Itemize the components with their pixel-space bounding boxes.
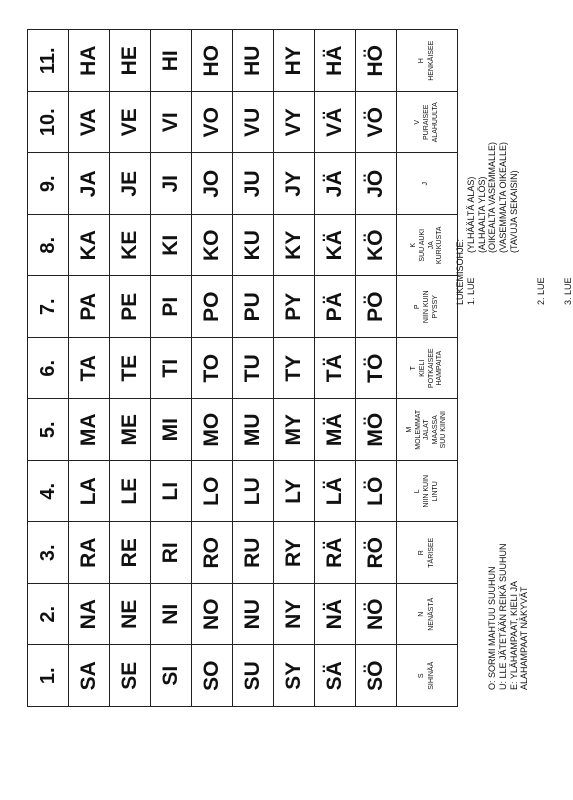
syllable-cell: TA (69, 338, 110, 400)
syllable-cell: JY (274, 153, 315, 215)
syllable-cell: VU (233, 92, 274, 154)
syllable-cell: KU (233, 215, 274, 277)
hint-cell (397, 30, 458, 92)
reading-item-label: 1. LUE (465, 277, 476, 305)
syllable-cell: VY (274, 92, 315, 154)
syllable-cell: TU (233, 338, 274, 400)
hint-text: PURAISEE (423, 104, 431, 140)
syllable-cell: VA (69, 92, 110, 154)
syllable-cell: NY (274, 584, 315, 646)
vowel-notes (487, 543, 530, 690)
hint-text: KURKUSTA (435, 226, 443, 265)
hint-text: NIIN KUIN (423, 474, 431, 508)
hint-text: PYSSY (431, 295, 439, 319)
column-number: 5. (28, 399, 69, 461)
syllable-cell: RA (69, 522, 110, 584)
hint-cell (397, 276, 458, 338)
syllable-cell: LU (233, 461, 274, 523)
syllable-cell: VÖ (356, 92, 397, 154)
reading-direction: (VASEMMALTA OIKEALLE) (498, 141, 509, 253)
syllable-cell: KY (274, 215, 315, 277)
hint-text: SUU KIINNI (439, 411, 447, 449)
hint-letter: S (418, 673, 426, 679)
hint-letter: T (410, 366, 418, 371)
hint-text: POTKAISEE (427, 348, 435, 389)
syllable-cell: KI (151, 215, 192, 277)
syllable-cell: JO (192, 153, 233, 215)
syllable-cell: HI (151, 30, 192, 92)
hint-letter: M (406, 426, 414, 433)
reading-item (563, 142, 573, 305)
column-number: 4. (28, 461, 69, 523)
syllable-cell: MO (192, 399, 233, 461)
column-number: 11. (28, 30, 69, 92)
reading-item (536, 142, 547, 305)
column-number: 9. (28, 153, 69, 215)
syllable-row (110, 30, 151, 707)
syllable-cell: RO (192, 522, 233, 584)
hint-cell (397, 338, 458, 400)
syllable-cell: VE (110, 92, 151, 154)
column-number: 6. (28, 338, 69, 400)
syllable-cell: NO (192, 584, 233, 646)
syllable-cell: VI (151, 92, 192, 154)
syllable-row (356, 30, 397, 707)
syllable-cell: TE (110, 338, 151, 400)
hint-text: HENKÄISEE (427, 40, 435, 81)
hint-letter: P (414, 304, 422, 310)
syllable-row (151, 30, 192, 707)
hint-letter: K (410, 242, 418, 248)
hint-text: MOLEMMAT (415, 409, 423, 450)
syllable-cell: SU (233, 645, 274, 707)
syllable-cell: NU (233, 584, 274, 646)
reading-item-label: 2. LUE (535, 277, 546, 305)
hint-letter: R (418, 550, 426, 556)
hint-cell (397, 584, 458, 646)
syllable-cell: JÄ (315, 153, 356, 215)
hint-letter: J (422, 182, 430, 186)
syllable-cell: LO (192, 461, 233, 523)
hint-text: JALAT (423, 419, 431, 440)
syllable-cell: MÄ (315, 399, 356, 461)
hint-letter: L (414, 489, 422, 494)
column-number: 1. (28, 645, 69, 707)
note-line: O: SORMI MAHTUU SUUHUN (487, 566, 497, 690)
syllable-row (315, 30, 356, 707)
syllable-cell: PO (192, 276, 233, 338)
syllable-cell: RE (110, 522, 151, 584)
hint-text: SUU AUKI (419, 228, 427, 262)
syllable-cell: PI (151, 276, 192, 338)
reading-direction: (OIKEALTA VASEMMALLE) (487, 141, 498, 253)
syllable-cell: VÄ (315, 92, 356, 154)
syllable-cell: TÄ (315, 338, 356, 400)
hint-cell (397, 645, 458, 707)
syllable-cell: ME (110, 399, 151, 461)
hint-cell (397, 399, 458, 461)
syllable-cell: LY (274, 461, 315, 523)
syllable-cell: SY (274, 645, 315, 707)
syllable-cell: PU (233, 276, 274, 338)
syllable-cell: RY (274, 522, 315, 584)
syllable-cell: SE (110, 645, 151, 707)
syllable-cell: LI (151, 461, 192, 523)
hint-text: SIHINÄÄ (427, 661, 435, 690)
syllable-row (192, 30, 233, 707)
note-line: ALAHAMPAAT NÄKYVÄT (519, 586, 530, 690)
syllable-cell: PE (110, 276, 151, 338)
hint-text: TÄRISEE (427, 537, 435, 568)
syllable-cell: HA (69, 30, 110, 92)
syllable-row (233, 30, 274, 707)
syllable-cell: JÖ (356, 153, 397, 215)
syllable-cell: LA (69, 461, 110, 523)
syllable-cell: TÖ (356, 338, 397, 400)
note-line: E: YLÄHAMPAAT, KIELI JA (508, 580, 519, 690)
hint-text: MAASSA (431, 415, 439, 445)
syllable-cell: KÄ (315, 215, 356, 277)
hint-cell (397, 92, 458, 154)
syllable-cell: LÄ (315, 461, 356, 523)
syllable-cell: JI (151, 153, 192, 215)
syllable-cell: LE (110, 461, 151, 523)
hint-text: NENÄSTÄ (427, 597, 435, 631)
column-number: 10. (28, 92, 69, 154)
syllable-cell: PÖ (356, 276, 397, 338)
hint-text: HAMPAITA (435, 350, 443, 386)
hint-cell (397, 522, 458, 584)
reading-instructions (455, 142, 573, 305)
syllable-cell: RÖ (356, 522, 397, 584)
syllable-cell: VO (192, 92, 233, 154)
syllable-row (274, 30, 315, 707)
hint-text: KIELI (419, 359, 427, 377)
reading-direction: (YLHÄÄLTÄ ALAS) (465, 176, 476, 253)
syllable-cell: HÄ (315, 30, 356, 92)
syllable-cell: MU (233, 399, 274, 461)
syllable-cell: HY (274, 30, 315, 92)
hint-letter: N (418, 611, 426, 617)
syllable-cell: PA (69, 276, 110, 338)
syllable-cell: TO (192, 338, 233, 400)
column-number: 8. (28, 215, 69, 277)
syllable-cell: SÖ (356, 645, 397, 707)
syllable-cell: KA (69, 215, 110, 277)
reading-title: LUKEMISOHJE: (455, 238, 465, 305)
syllable-cell: NÄ (315, 584, 356, 646)
syllable-cell: SÄ (315, 645, 356, 707)
reading-direction: (TAVUJA SEKAISIN) (508, 170, 519, 253)
syllable-cell: SI (151, 645, 192, 707)
syllable-cell: NÖ (356, 584, 397, 646)
syllable-cell: SA (69, 645, 110, 707)
header-row (28, 30, 69, 707)
note-line: U: LLE JÄTETÄÄN REIKÄ SUUHUN (497, 543, 508, 690)
hint-cell (397, 153, 458, 215)
syllable-cell: HÖ (356, 30, 397, 92)
syllable-cell: JE (110, 153, 151, 215)
hint-text: JA (427, 241, 435, 250)
syllable-cell: SO (192, 645, 233, 707)
syllable-cell: MI (151, 399, 192, 461)
syllable-cell: JA (69, 153, 110, 215)
reading-item (466, 142, 520, 305)
hint-cell (397, 461, 458, 523)
syllable-cell: HU (233, 30, 274, 92)
syllable-cell: MÖ (356, 399, 397, 461)
syllable-row (69, 30, 110, 707)
syllable-table (27, 30, 458, 708)
syllable-cell: TI (151, 338, 192, 400)
syllable-cell: LÖ (356, 461, 397, 523)
syllable-cell: TY (274, 338, 315, 400)
column-number: 3. (28, 522, 69, 584)
syllable-cell: RI (151, 522, 192, 584)
hint-letter: H (418, 58, 426, 64)
syllable-cell: PÄ (315, 276, 356, 338)
syllable-cell: RÄ (315, 522, 356, 584)
syllable-cell: NE (110, 584, 151, 646)
syllable-cell: KO (192, 215, 233, 277)
syllable-cell: KÖ (356, 215, 397, 277)
column-number: 7. (28, 276, 69, 338)
hint-text: NIIN KUIN (423, 290, 431, 324)
hint-row (397, 30, 458, 707)
syllable-cell: JU (233, 153, 274, 215)
hint-text: LINTU (431, 481, 439, 502)
syllable-cell: RU (233, 522, 274, 584)
hint-cell (397, 215, 458, 277)
syllable-cell: MA (69, 399, 110, 461)
syllable-cell: PY (274, 276, 315, 338)
syllable-cell: HO (192, 30, 233, 92)
reading-item-label: 3. LUE (562, 277, 573, 305)
hint-letter: V (414, 119, 422, 125)
syllable-cell: NA (69, 584, 110, 646)
syllable-cell: NI (151, 584, 192, 646)
syllable-cell: MY (274, 399, 315, 461)
column-number: 2. (28, 584, 69, 646)
syllable-cell: HE (110, 30, 151, 92)
hint-text: ALAHUULTA (431, 102, 439, 143)
syllable-cell: KE (110, 215, 151, 277)
reading-direction: (ALHAALTA YLÖS) (476, 176, 487, 253)
